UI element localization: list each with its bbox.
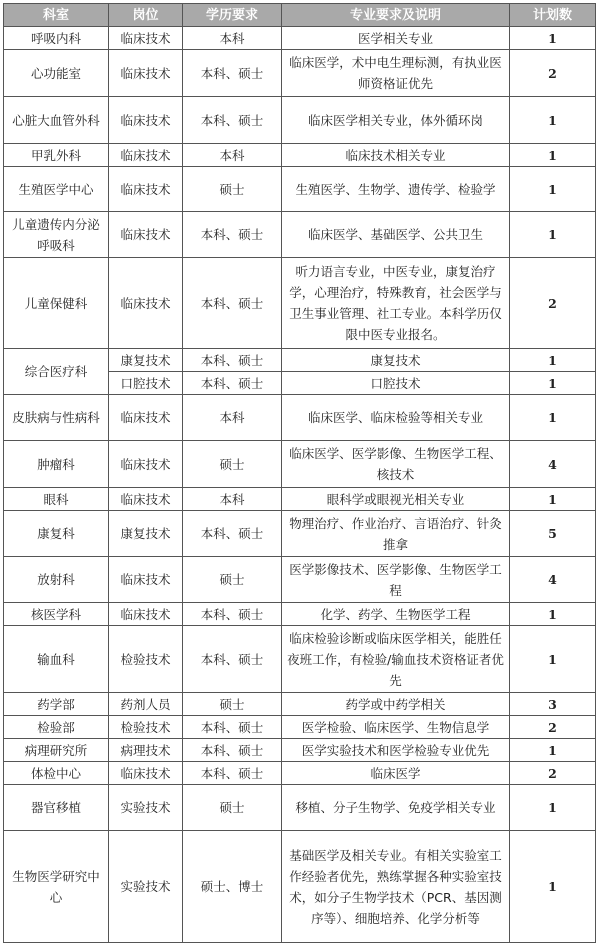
cell-requirements: 康复技术 [282, 349, 510, 372]
cell-department: 生殖医学中心 [4, 167, 109, 212]
table-row [4, 395, 596, 441]
table-row [4, 441, 596, 488]
cell-education: 本科、硕士 [183, 50, 282, 97]
cell-post: 药剂人员 [109, 693, 183, 716]
cell-department: 生物医学研究中心 [4, 831, 109, 943]
cell-education: 本科 [183, 488, 282, 511]
cell-education: 本科、硕士 [183, 626, 282, 693]
cell-post: 检验技术 [109, 716, 183, 739]
cell-plan-count: 1 [510, 603, 596, 626]
header-education: 学历要求 [183, 4, 282, 27]
cell-post: 临床技术 [109, 144, 183, 167]
cell-plan-count: 3 [510, 693, 596, 716]
cell-plan-count: 1 [510, 27, 596, 50]
cell-post: 康复技术 [109, 349, 183, 372]
cell-education: 本科、硕士 [183, 716, 282, 739]
cell-requirements: 临床医学、临床检验等相关专业 [282, 395, 510, 441]
cell-department: 儿童遗传内分泌呼吸科 [4, 212, 109, 258]
cell-requirements: 医学相关专业 [282, 27, 510, 50]
cell-requirements: 口腔技术 [282, 372, 510, 395]
cell-requirements: 药学或中药学相关 [282, 693, 510, 716]
recruitment-table [3, 3, 596, 943]
cell-plan-count: 1 [510, 739, 596, 762]
cell-post: 临床技术 [109, 762, 183, 785]
table-row [4, 785, 596, 831]
cell-education: 硕士 [183, 693, 282, 716]
cell-post: 临床技术 [109, 258, 183, 349]
table-row [4, 258, 596, 349]
cell-department: 药学部 [4, 693, 109, 716]
cell-plan-count: 1 [510, 372, 596, 395]
cell-plan-count: 2 [510, 258, 596, 349]
cell-department: 检验部 [4, 716, 109, 739]
cell-education: 本科、硕士 [183, 511, 282, 557]
cell-post: 检验技术 [109, 626, 183, 693]
cell-education: 硕士 [183, 785, 282, 831]
cell-department: 病理研究所 [4, 739, 109, 762]
cell-education: 本科、硕士 [183, 603, 282, 626]
cell-department: 体检中心 [4, 762, 109, 785]
table-row [4, 212, 596, 258]
cell-department: 心功能室 [4, 50, 109, 97]
cell-post: 临床技术 [109, 97, 183, 144]
cell-requirements: 医学影像技术、医学影像、生物医学工程 [282, 557, 510, 603]
cell-requirements: 临床医学相关专业，体外循环岗 [282, 97, 510, 144]
table-row [4, 27, 596, 50]
cell-requirements: 听力语言专业，中医专业，康复治疗学，心理治疗，特殊教育，社会医学与卫生事业管理、社工专业。本科学历仅限中医专业报名。 [282, 258, 510, 349]
table-row [4, 349, 596, 372]
cell-department: 眼科 [4, 488, 109, 511]
cell-requirements: 医学检验、临床医学、生物信息学 [282, 716, 510, 739]
cell-education: 硕士、博士 [183, 831, 282, 943]
table-row [4, 626, 596, 693]
cell-requirements: 生殖医学、生物学、遗传学、检验学 [282, 167, 510, 212]
cell-department: 甲乳外科 [4, 144, 109, 167]
cell-education: 本科 [183, 395, 282, 441]
cell-requirements: 基础医学及相关专业。有相关实验室工作经验者优先，熟练掌握各种实验室技术，如分子生物学技术（PCR、基因测序等）、细胞培养、化学分析等 [282, 831, 510, 943]
cell-post: 口腔技术 [109, 372, 183, 395]
cell-requirements: 眼科学或眼视光相关专业 [282, 488, 510, 511]
header-requirements: 专业要求及说明 [282, 4, 510, 27]
cell-plan-count: 1 [510, 395, 596, 441]
table-row [4, 716, 596, 739]
cell-department: 器官移植 [4, 785, 109, 831]
table-row [4, 167, 596, 212]
table-row [4, 50, 596, 97]
cell-education: 本科、硕士 [183, 739, 282, 762]
cell-plan-count: 1 [510, 167, 596, 212]
cell-requirements: 临床医学、基础医学、公共卫生 [282, 212, 510, 258]
cell-education: 本科、硕士 [183, 97, 282, 144]
table-row [4, 488, 596, 511]
cell-post: 临床技术 [109, 167, 183, 212]
cell-post: 康复技术 [109, 511, 183, 557]
header-post: 岗位 [109, 4, 183, 27]
cell-plan-count: 2 [510, 716, 596, 739]
cell-requirements: 物理治疗、作业治疗、言语治疗、针灸推拿 [282, 511, 510, 557]
cell-education: 本科、硕士 [183, 349, 282, 372]
cell-education: 本科、硕士 [183, 212, 282, 258]
cell-education: 本科、硕士 [183, 762, 282, 785]
header-row [4, 4, 596, 27]
cell-requirements: 化学、药学、生物医学工程 [282, 603, 510, 626]
cell-department: 肿瘤科 [4, 441, 109, 488]
table-row [4, 693, 596, 716]
cell-plan-count: 2 [510, 762, 596, 785]
cell-requirements: 临床医学、医学影像、生物医学工程、核技术 [282, 441, 510, 488]
cell-department: 心脏大血管外科 [4, 97, 109, 144]
cell-education: 本科、硕士 [183, 372, 282, 395]
cell-department: 综合医疗科 [4, 349, 109, 395]
cell-plan-count: 1 [510, 626, 596, 693]
cell-requirements: 临床检验诊断或临床医学相关，能胜任夜班工作，有检验/输血技术资格证者优先 [282, 626, 510, 693]
cell-department: 儿童保健科 [4, 258, 109, 349]
table-row [4, 603, 596, 626]
cell-department: 呼吸内科 [4, 27, 109, 50]
cell-post: 临床技术 [109, 488, 183, 511]
cell-post: 临床技术 [109, 603, 183, 626]
cell-plan-count: 1 [510, 212, 596, 258]
table-row [4, 557, 596, 603]
cell-post: 实验技术 [109, 831, 183, 943]
cell-post: 临床技术 [109, 395, 183, 441]
table-row [4, 739, 596, 762]
cell-requirements: 临床医学，术中电生理标测，有执业医师资格证优先 [282, 50, 510, 97]
cell-education: 硕士 [183, 167, 282, 212]
cell-education: 本科 [183, 144, 282, 167]
cell-education: 硕士 [183, 441, 282, 488]
cell-requirements: 临床医学 [282, 762, 510, 785]
table-row [4, 144, 596, 167]
cell-post: 临床技术 [109, 27, 183, 50]
cell-post: 临床技术 [109, 557, 183, 603]
cell-plan-count: 1 [510, 785, 596, 831]
cell-department: 放射科 [4, 557, 109, 603]
cell-requirements: 移植、分子生物学、免疫学相关专业 [282, 785, 510, 831]
header-department: 科室 [4, 4, 109, 27]
cell-plan-count: 4 [510, 441, 596, 488]
cell-plan-count: 1 [510, 488, 596, 511]
cell-requirements: 临床技术相关专业 [282, 144, 510, 167]
cell-plan-count: 1 [510, 97, 596, 144]
table-row [4, 762, 596, 785]
cell-education: 硕士 [183, 557, 282, 603]
cell-post: 病理技术 [109, 739, 183, 762]
cell-post: 临床技术 [109, 441, 183, 488]
cell-post: 临床技术 [109, 212, 183, 258]
cell-education: 本科 [183, 27, 282, 50]
header-plan-count: 计划数 [510, 4, 596, 27]
cell-department: 皮肤病与性病科 [4, 395, 109, 441]
cell-plan-count: 1 [510, 144, 596, 167]
cell-requirements: 医学实验技术和医学检验专业优先 [282, 739, 510, 762]
cell-post: 临床技术 [109, 50, 183, 97]
table-row [4, 511, 596, 557]
table-row [4, 97, 596, 144]
cell-post: 实验技术 [109, 785, 183, 831]
cell-department: 康复科 [4, 511, 109, 557]
cell-plan-count: 1 [510, 349, 596, 372]
table-row [4, 831, 596, 943]
cell-plan-count: 4 [510, 557, 596, 603]
cell-education: 本科、硕士 [183, 258, 282, 349]
cell-department: 输血科 [4, 626, 109, 693]
cell-plan-count: 1 [510, 831, 596, 943]
table-wrapper [3, 3, 596, 943]
cell-plan-count: 5 [510, 511, 596, 557]
cell-plan-count: 2 [510, 50, 596, 97]
cell-department: 核医学科 [4, 603, 109, 626]
